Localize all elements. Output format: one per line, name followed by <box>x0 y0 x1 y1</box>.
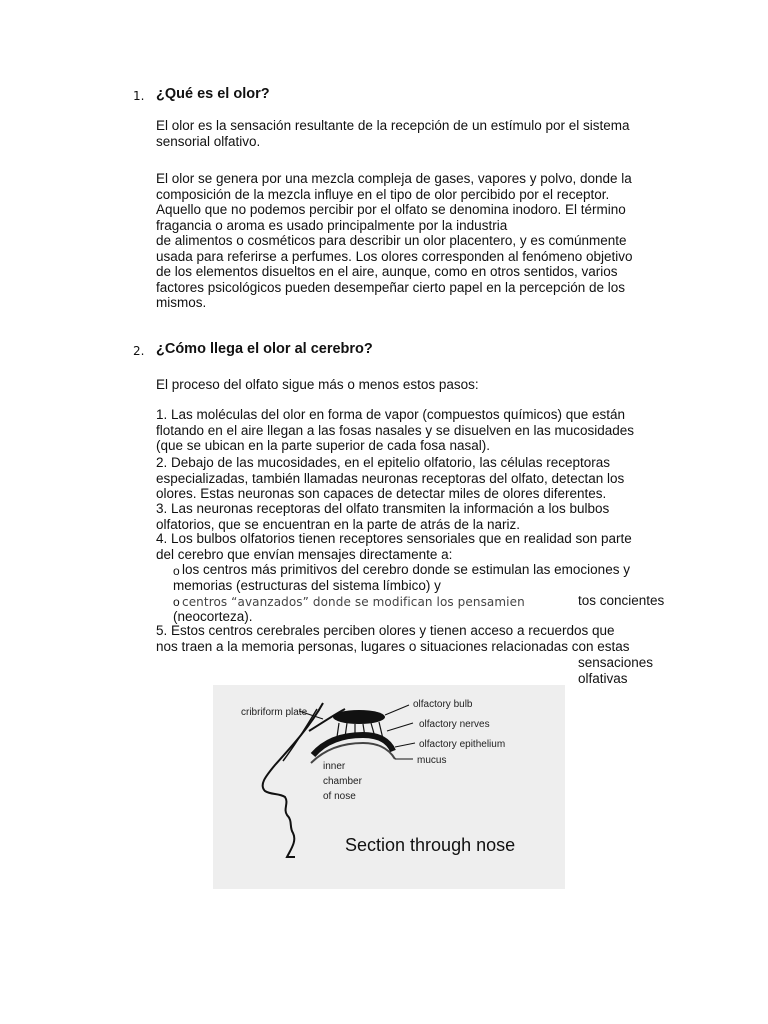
sub-item-text: tos concientes (neocorteza). <box>173 593 665 624</box>
section-2-heading: ¿Cómo llega el olor al cerebro? <box>156 341 373 357</box>
figure-caption: Section through nose <box>345 835 516 855</box>
step-2: 2. Debajo de las mucosidades, en el epitelio olfatorio, las células receptoras especializadas, también llamadas neuronas receptoras del olfato, detectan los olores. Estas neuronas son capaces de detectar miles de olores diferentes. <box>156 455 625 501</box>
label-olfactory-nerves: olfactory nerves <box>419 719 490 730</box>
section-2-number: 2. <box>133 344 145 358</box>
section-1-number: 1. <box>133 89 145 103</box>
label-inner-chamber-line-3: of nose <box>323 791 356 802</box>
step-4: 4. Los bulbos olfatorios tienen receptores sensoriales que en realidad son parte del cerebro que envían mensajes directamente a: <box>156 531 632 562</box>
section-1-paragraph-2: El olor se genera por una mezcla compleja de gases, vapores y polvo, donde la composición de la mezcla influye en el tipo de olor percibido por el receptor. Aquello que no podemos percibir por el olfato se denomina inodoro. El término fragancia o aroma es usado principalmente por la industria de alimentos o cosméticos para describir un olor placentero, y es comúnmente usada para referirse a perfumes. Los olores corresponden al fenómeno objetivo de los elementos disueltos en el aire, aunque, como en otros sentidos, varios factores psicológicos pueden desempeñar cierto papel en la percepción de los mismos. <box>156 171 633 310</box>
nose-section-figure <box>213 685 565 889</box>
section-1-heading: ¿Qué es el olor? <box>156 86 270 102</box>
sub-item-marker: o <box>173 564 180 578</box>
label-olfactory-bulb: olfactory bulb <box>413 699 473 710</box>
label-cribriform-plate: cribriform plate <box>241 707 308 718</box>
label-inner-chamber-line-1: inner <box>323 761 346 772</box>
step-1: 1. Las moléculas del olor en forma de vapor (compuestos químicos) que están flotando en el aire llegan a las fosas nasales y se disuelven en las mucosidades (que se ubican en la parte superior de cada fosa nasal). <box>156 407 635 453</box>
face-profile <box>263 703 323 857</box>
nose-diagram <box>213 685 565 889</box>
step-5: 5. Estos centros cerebrales perciben olores y tienen acceso a recuerdos que nos traen a la memoria personas, lugares o situaciones relacionadas con estas <box>156 623 630 654</box>
section-2-intro: El proceso del olfato sigue más o menos estos pasos: <box>156 377 479 392</box>
section-1-paragraph-1: El olor es la sensación resultante de la recepción de un estímulo por el sistema sensorial olfativo. <box>156 118 630 149</box>
label-mucus: mucus <box>417 755 447 766</box>
sub-item-marker: o <box>173 595 180 609</box>
sub-item-text-alt: centros “avanzados” donde se modifican los pensamien <box>182 595 525 609</box>
step-5-tail: sensaciones olfativas <box>578 655 654 686</box>
label-inner-chamber-line-2: chamber <box>323 776 362 787</box>
olfactory-bulb-shape <box>333 710 385 724</box>
label-olfactory-epithelium: olfactory epithelium <box>419 739 506 750</box>
sub-item-text: los centros más primitivos del cerebro donde se estimulan las emociones y memorias (estructuras del sistema límbico) y <box>173 562 630 593</box>
label-inner-chamber <box>323 761 365 802</box>
step-3: 3. Las neuronas receptoras del olfato transmiten la información a los bulbos olfatorios, que se encuentran en la parte de atrás de la nariz. <box>156 501 610 532</box>
